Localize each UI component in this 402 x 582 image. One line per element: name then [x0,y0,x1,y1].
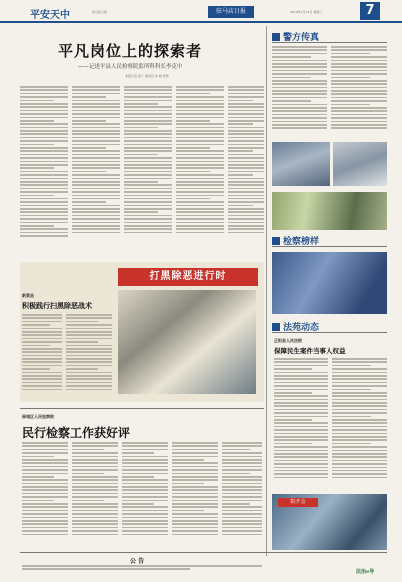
masthead [0,0,402,24]
square-icon [272,237,280,245]
footer-rule [20,552,387,553]
banner-photo [118,290,256,394]
masthead-rule [0,21,402,23]
lead-col-5 [228,86,264,256]
lead-col-3 [124,86,172,256]
middle-headline: 积极践行扫黑除恶战术 [22,302,92,310]
court-headline: 保障民生案件当事人权益 [274,347,346,355]
bottom-col-2 [72,442,118,544]
notice-body [22,565,262,575]
square-icon [272,33,280,41]
middle-col-1 [22,314,62,398]
masthead-paper-small: 驻马店日报 [92,10,108,14]
procuratorate-photo [272,252,387,314]
lead-subhead: ——记述平县人民检察院监所科科长李克中 [78,64,183,70]
police-col-2 [331,46,387,138]
square-icon [272,323,280,331]
court-section-rule [272,332,387,333]
middle-kicker: 新蔡县 [22,293,34,298]
notice-title: 公 告 [130,558,145,565]
police-photo-2 [333,142,387,186]
banner-title: 打黑除恶进行时 [118,268,258,286]
court-col-1 [274,358,328,490]
court-section-title: 法苑动态 [283,323,320,333]
column-divider [266,26,267,556]
lead-col-4 [176,86,224,256]
police-photo-3 [272,192,387,230]
bottom-headline: 民行检察工作获好评 [22,426,131,440]
bottom-col-5 [222,442,262,544]
bottom-col-1 [22,442,68,544]
court-col-2 [332,358,387,490]
procuratorate-section-title: 检察榜样 [283,237,320,247]
court-kicker: 正阳县人民法院 [274,338,302,343]
police-col-1 [272,46,327,138]
masthead-logo: 驻马店日报 [208,6,254,18]
page-number: 7 [360,2,380,20]
police-section-title: 警方传真 [283,33,320,43]
lead-col-1 [20,86,68,256]
court-photo-banner: 院开会 [278,498,318,507]
footer-watermark: 法治e导 [356,569,375,575]
bottom-kicker: 驿城区人民检察院 [22,414,54,419]
bottom-col-4 [172,442,218,544]
section-name: 平安天中 [30,10,70,21]
lead-col-2 [72,86,120,256]
police-photo-1 [272,142,330,186]
middle-divider [20,408,264,409]
lead-headline: 平凡岗位上的探索者 [58,42,203,60]
bottom-col-3 [122,442,168,544]
police-section-rule [272,42,387,43]
procuratorate-section-rule [272,246,387,247]
middle-col-2 [66,314,112,398]
masthead-date: 2019年1月16日 星期三 [290,10,323,14]
lead-byline: 本报记者 张广 通讯员 李 晓 郑勇 [125,74,169,78]
